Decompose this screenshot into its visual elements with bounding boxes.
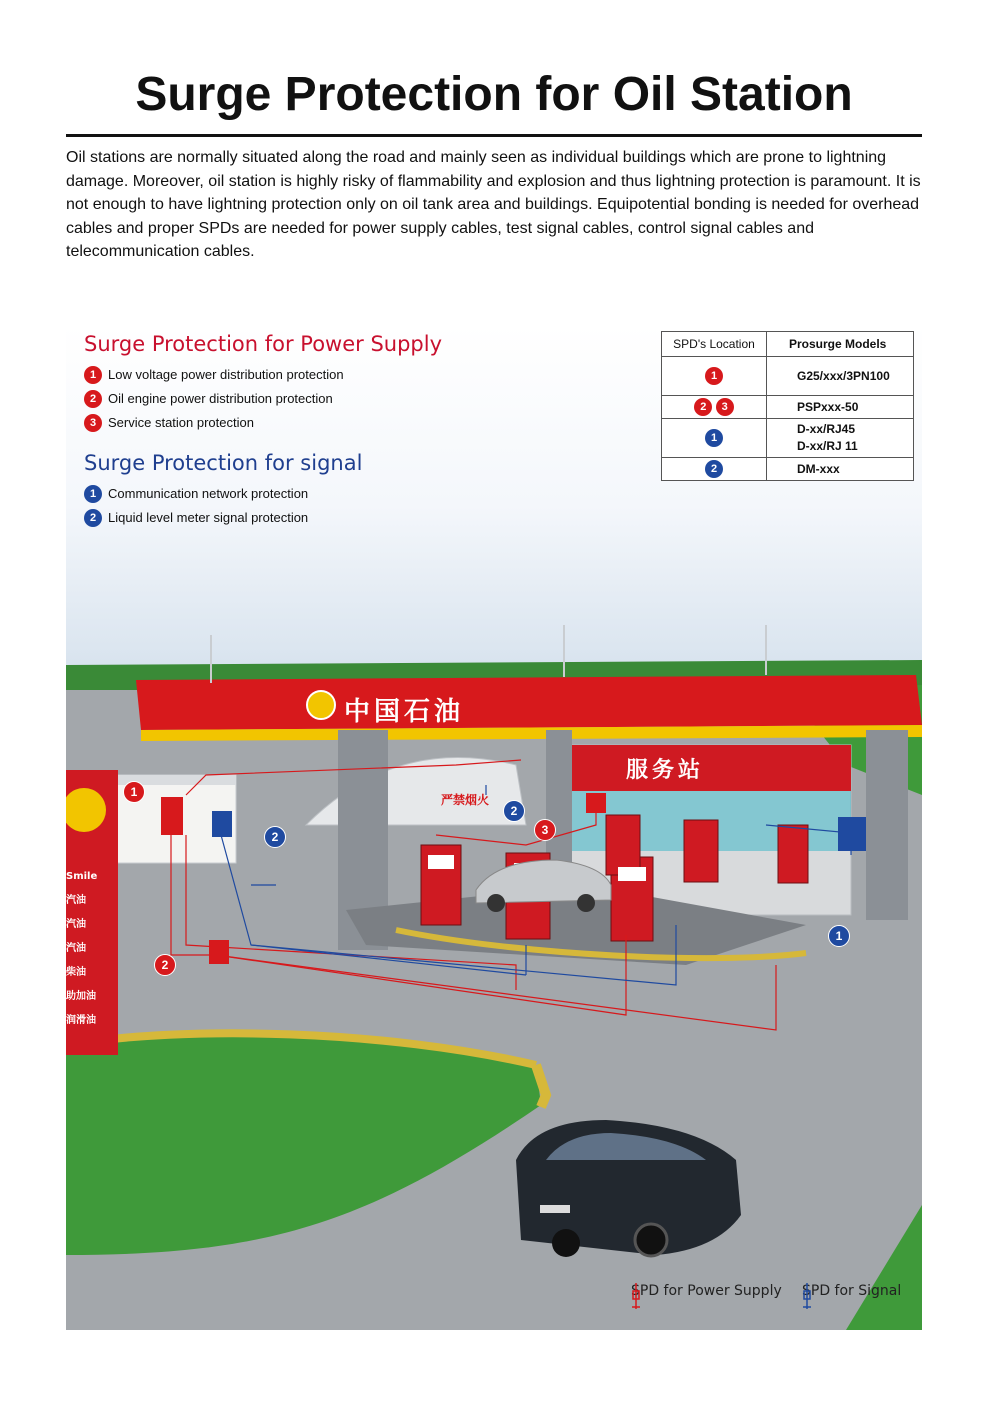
legend-label: Communication network protection (108, 486, 309, 501)
legend-number: 3 (84, 414, 102, 432)
model-cell: PSPxxx-50 (767, 396, 914, 419)
canopy-sign: 中国石油 (344, 697, 465, 727)
service-sign: 服务站 (626, 758, 705, 783)
legend-label: Service station protection (108, 415, 254, 430)
spd-power-box (586, 793, 606, 813)
pump (606, 815, 640, 875)
spd-models-table (661, 331, 914, 481)
legend-item (84, 363, 442, 387)
location-number: 1 (705, 367, 723, 385)
column-header-models: Prosurge Models (767, 332, 914, 357)
table-header-row (662, 332, 914, 357)
spd-power-box (209, 940, 229, 964)
brand-logo (307, 691, 335, 719)
table-row (662, 458, 914, 481)
model-cell: DM-xxx (767, 458, 914, 481)
legend-label: Low voltage power distribution protection (108, 367, 344, 382)
warning-sign: 严禁烟火 (441, 793, 490, 807)
legend-item (84, 506, 362, 530)
table-row (662, 357, 914, 396)
location-number: 2 (705, 460, 723, 478)
legend-item (84, 387, 442, 411)
spd-power-icon (631, 1283, 641, 1309)
footer-legend-power-label: SPD for Power Supply (631, 1283, 782, 1299)
signal-legend (84, 450, 362, 530)
callout-signal-2b: 2 (503, 800, 525, 822)
spd-signal-box (838, 817, 866, 851)
canopy (136, 675, 922, 730)
page-title: Surge Protection for Oil Station (135, 68, 853, 121)
legend-label: Oil engine power distribution protection (108, 391, 333, 406)
location-number: 1 (705, 429, 723, 447)
model-cell: G25/xxx/3PN100 (767, 357, 914, 396)
legend-item (84, 411, 442, 435)
power-legend (84, 331, 442, 435)
column-header-location: SPD's Location (662, 332, 767, 357)
legend-number: 1 (84, 366, 102, 384)
legend-item (84, 482, 362, 506)
signal-legend-heading: Surge Protection for signal (84, 451, 363, 475)
location-number: 3 (716, 398, 734, 416)
footer-legend-power (631, 1283, 782, 1299)
location-number: 2 (694, 398, 712, 416)
legend-number: 2 (84, 509, 102, 527)
price-sign-text: Smile 汽油 汽油 汽油 柴油 助加油 润滑油 (66, 871, 98, 1026)
station-illustration (66, 325, 922, 1330)
legend-number: 2 (84, 390, 102, 408)
callout-signal-2: 2 (264, 826, 286, 848)
callout-power-2: 2 (154, 954, 176, 976)
callout-signal-1: 1 (828, 925, 850, 947)
legend-number: 1 (84, 485, 102, 503)
spd-signal-box (212, 811, 232, 837)
power-legend-heading: Surge Protection for Power Supply (84, 332, 443, 356)
callout-power-1: 1 (123, 781, 145, 803)
canopy-column-right (866, 730, 908, 920)
title-divider (66, 134, 922, 137)
service-banner (571, 745, 851, 791)
callout-power-3: 3 (534, 819, 556, 841)
pump (778, 825, 808, 883)
footer-legend-signal-label: SPD for Signal (802, 1283, 902, 1299)
table-row (662, 419, 914, 458)
pump (684, 820, 718, 882)
spd-signal-icon (802, 1283, 812, 1309)
model-cell: D-xx/RJ45 D-xx/RJ 11 (767, 419, 914, 458)
legend-label: Liquid level meter signal protection (108, 510, 309, 525)
intro-paragraph: Oil stations are normally situated along the road and mainly seen as individual buildings which are prone to lightning damage. Moreover, oil station is highly risky of flammability and explosion and thus lightning protection is paramount. It is not enough to have lightning protection only on oil tank area and buildings. Equipotential bonding is needed for overhead cables and proper SPDs are needed for power supply cables, test signal cables, control signal cables and telecommunication cables. (66, 149, 921, 260)
footer-legend-signal (802, 1283, 901, 1299)
spd-power-box (161, 797, 183, 835)
table-row (662, 396, 914, 419)
